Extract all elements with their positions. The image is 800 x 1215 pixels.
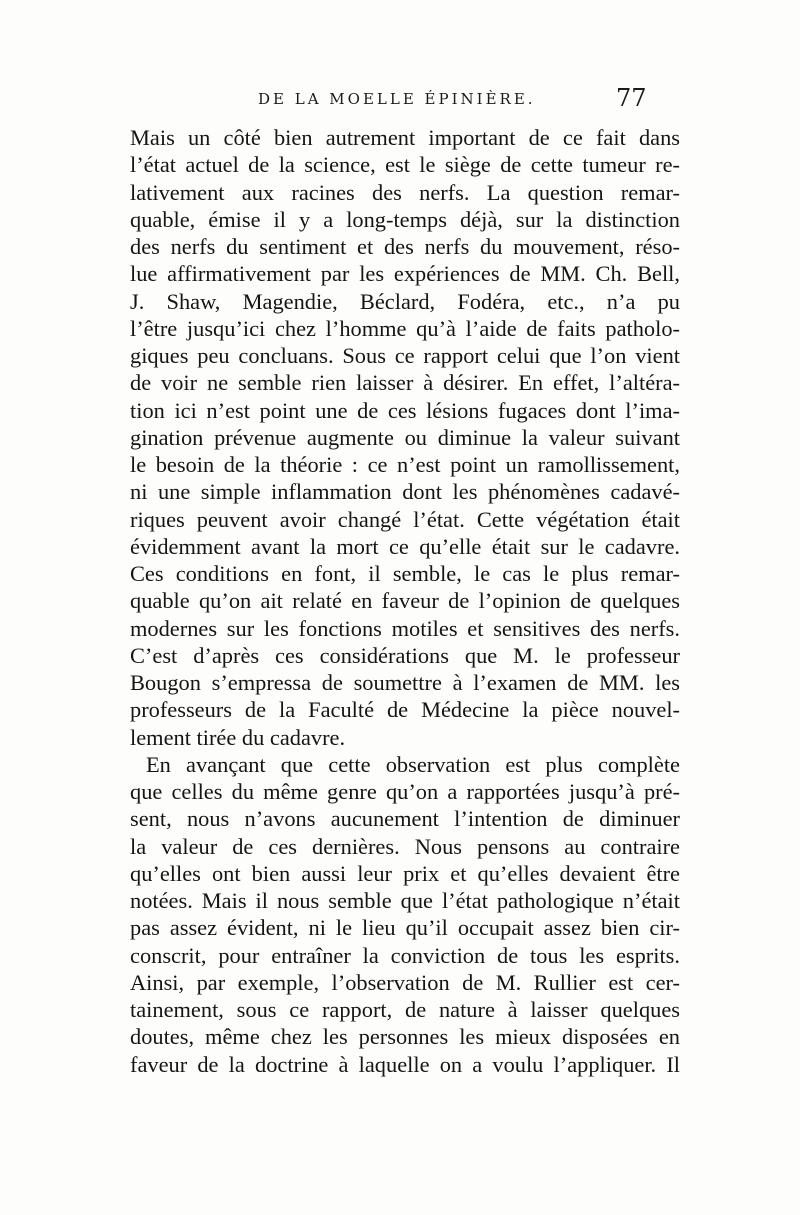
- text-line: doutes, même chez les personnes les mieux disposées en: [130, 1024, 680, 1050]
- text-line: le besoin de la théorie : ce n’est point un ramollissement,: [130, 452, 680, 477]
- text-line: J. Shaw, Magendie, Béclard, Fodéra, etc., n’a pu: [130, 288, 680, 314]
- text-line: pas assez évident, ni le lieu qu’il occupait assez bien cir-: [130, 915, 680, 941]
- paragraph-start-line: En avançant que cette observation est plus complète: [146, 751, 680, 777]
- text-line: quable, émise il y a long-temps déjà, sur la distinction: [130, 206, 680, 232]
- paragraph-end-line: lement tirée du cadavre.: [130, 724, 346, 750]
- text-line: Ces conditions en font, il semble, le cas le plus remar-: [130, 561, 680, 586]
- text-line: quable qu’on ait relaté en faveur de l’opinion de quelques: [130, 588, 680, 614]
- text-line: tion ici n’est point une de ces lésions fugaces dont l’ima-: [130, 397, 680, 423]
- text-line: évidemment avant la mort ce qu’elle était sur le cadavre.: [130, 533, 680, 559]
- running-title: DE LA MOELLE ÉPINIÈRE.: [258, 90, 536, 108]
- text-line: gination prévenue augmente ou diminue la valeur suivant: [130, 424, 680, 450]
- text-line: professeurs de la Faculté de Médecine la pièce nouvel-: [130, 697, 680, 723]
- text-line: modernes sur les fonctions motiles et sensitives des nerfs.: [130, 615, 680, 641]
- text-line: riques peuvent avoir changé l’état. Cette végétation était: [130, 506, 680, 532]
- text-line: lativement aux racines des nerfs. La question remar-: [130, 179, 680, 205]
- text-line: Mais un côté bien autrement important de ce fait dans: [130, 125, 680, 150]
- text-line: Ainsi, par exemple, l’observation de M. Rullier est cer-: [130, 969, 680, 995]
- text-line: C’est d’après ces considérations que M. le professeur: [130, 642, 680, 668]
- text-line: de voir ne semble rien laisser à désirer. En effet, l’altéra-: [130, 370, 680, 396]
- text-line: lue affirmativement par les expériences de MM. Ch. Bell,: [130, 261, 680, 287]
- text-line: qu’elles ont bien aussi leur prix et qu’elles devaient être: [130, 860, 680, 886]
- text-line: Bougon s’empressa de soumettre à l’examen de MM. les: [130, 670, 680, 695]
- text-line: la valeur de ces dernières. Nous pensons au contraire: [130, 833, 680, 859]
- text-line: des nerfs du sentiment et des nerfs du mouvement, réso-: [130, 234, 680, 259]
- body-text: [130, 124, 680, 1078]
- text-line: notées. Mais il nous semble que l’état pathologique n’était: [130, 888, 680, 913]
- text-line: giques peu concluans. Sous ce rapport celui que l’on vient: [130, 343, 680, 368]
- text-line: tainement, sous ce rapport, de nature à laisser quelques: [130, 997, 680, 1022]
- running-head: [0, 84, 800, 120]
- page-number: 77: [616, 84, 647, 112]
- text-line: l’être jusqu’ici chez l’homme qu’à l’aide de faits patholo-: [130, 315, 680, 341]
- text-line: sent, nous n’avons aucunement l’intention de diminuer: [130, 806, 680, 832]
- text-line: faveur de la doctrine à laquelle on a voulu l’appliquer. Il: [130, 1051, 680, 1077]
- text-line: ni une simple inflammation dont les phénomènes cadavé-: [130, 479, 680, 505]
- text-line: l’état actuel de la science, est le siège de cette tumeur re-: [130, 152, 680, 178]
- text-line: que celles du même genre qu’on a rapportées jusqu’à pré-: [130, 779, 680, 804]
- text-line: conscrit, pour entraîner la conviction de tous les esprits.: [130, 942, 680, 968]
